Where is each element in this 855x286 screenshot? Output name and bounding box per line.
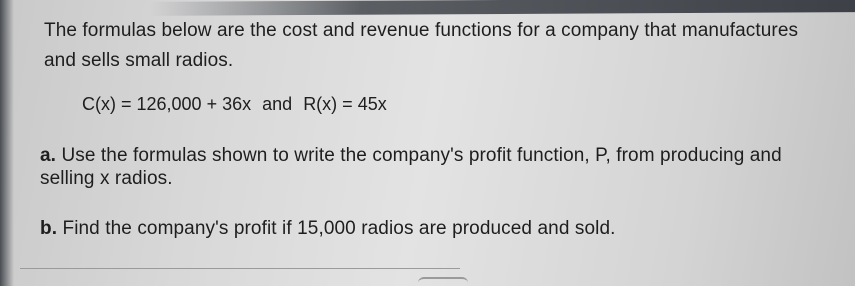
revenue-formula: R(x) = 45x <box>303 94 387 114</box>
part-a-line-1 <box>40 145 782 167</box>
formula-row <box>82 94 387 115</box>
bottom-divider <box>20 268 460 269</box>
intro-line-2: and sells small radios. <box>44 50 234 71</box>
cost-formula: C(x) = 126,000 + 36x <box>82 94 252 114</box>
part-a-text-1: Use the formulas shown to write the company's profit function, P, from producing and <box>61 145 782 166</box>
part-b-line <box>40 218 616 240</box>
part-b-label: b. <box>40 218 58 239</box>
part-b-text: Find the company's profit if 15,000 radios are produced and sold. <box>62 218 616 239</box>
part-a-line-2: selling x radios. <box>40 168 173 189</box>
intro-line-1: The formulas below are the cost and revenue functions for a company that manufactures <box>44 20 799 41</box>
photo-left-shadow <box>0 0 14 286</box>
bottom-edge-mark <box>418 277 468 285</box>
part-a-label: a. <box>40 145 57 166</box>
formula-connector: and <box>262 94 293 114</box>
photo-dark-edge <box>150 0 855 16</box>
